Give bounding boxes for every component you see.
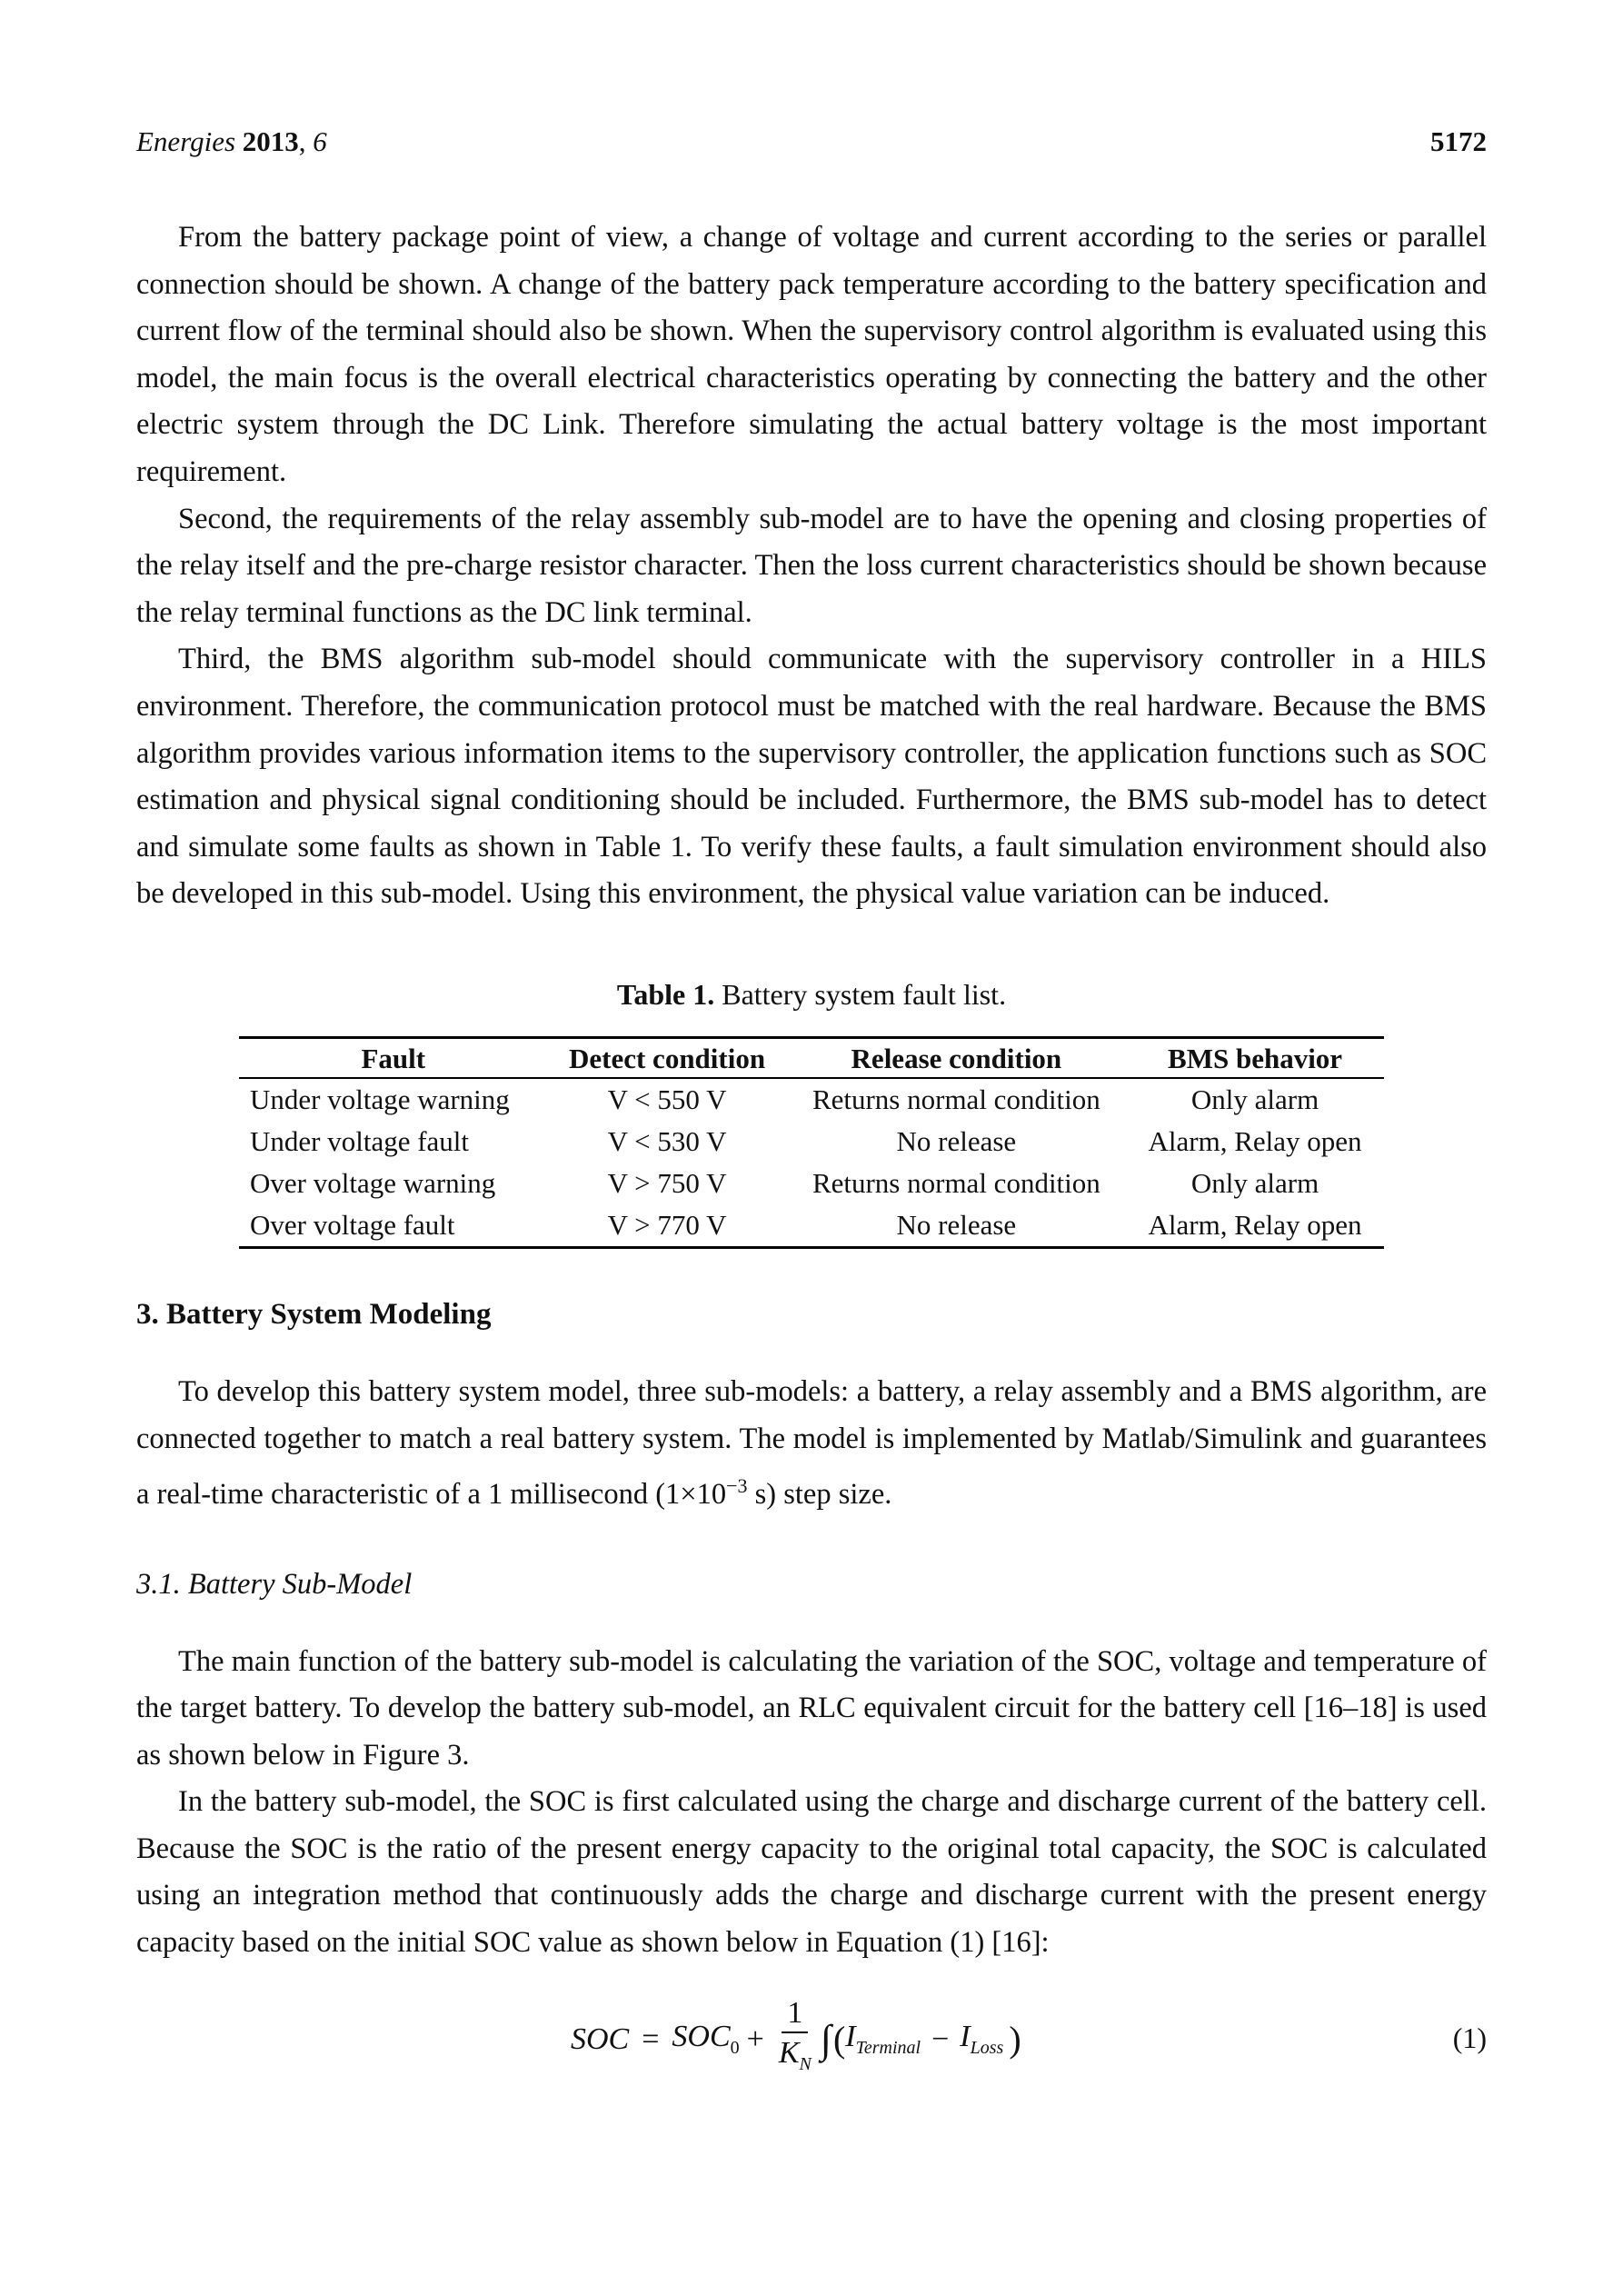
table-row xyxy=(239,1204,1384,1248)
table-header-cell: Fault xyxy=(239,1037,548,1078)
table-cell: V < 530 V xyxy=(607,1124,727,1157)
table-cell: Under voltage fault xyxy=(250,1124,470,1157)
table-cell: Alarm, Relay open xyxy=(1126,1204,1384,1248)
paragraph-system-model xyxy=(136,1369,1487,1519)
eq-i-loss-sub: Loss xyxy=(970,2038,1004,2059)
paragraph-bms-algorithm: Third, the BMS algorithm sub-model should communicate with the supervisory controller in a HILS environment. Therefore, the communication protocol must be matched with the real hardware. Because the BMS algorithm provides various information items to the supervisory controller, the application functions such as SOC estimation and physical signal conditioning should be included. Furthermore, the BMS sub-model has to detect and simulate some faults as shown in Table 1. To verify these faults, a fault simulation environment should also be developed in this sub-model. Using this environment, the physical value variation can be induced. xyxy=(136,643,1487,911)
eq-close-paren: ) xyxy=(1009,2019,1021,2061)
eq-i-terminal xyxy=(845,2020,921,2059)
table-cell: No release xyxy=(896,1124,1017,1157)
eq-i-loss-base: I xyxy=(960,2020,971,2054)
paragraph-relay-assembly: Second, the requirements of the relay assembly sub-model are to have the opening and closing properties of the relay itself and the pre-charge resistor character. Then the loss current characteristics should be shown because the relay terminal functions as the DC link terminal. xyxy=(136,502,1487,629)
table-cell: No release xyxy=(787,1204,1127,1248)
table-row xyxy=(239,1163,1384,1204)
eq-equals: = xyxy=(642,2021,660,2056)
fault-table xyxy=(239,1036,1384,1249)
eq-soc0 xyxy=(672,2020,739,2059)
eq-open-paren: ( xyxy=(832,2019,846,2061)
spacer xyxy=(136,1334,1487,1369)
equation-1 xyxy=(136,1985,1487,2094)
paragraph-battery-package: From the battery package point of view, a change of voltage and current according to the series or parallel connection should be shown. A change of the battery pack temperature according to the battery specification and current flow of the terminal should also be shown. When the supervisory control algorithm is evaluated using this model, the main focus is the overall electrical characteristics operating by connecting the battery and the other electric system through the DC Link. Therefore simulating the actual battery voltage is the most important requirement. xyxy=(136,221,1487,488)
journal-citation: Energies 2013, 6 xyxy=(136,125,327,157)
table-cell: V > 750 V xyxy=(607,1166,727,1199)
eq-soc0-sub: 0 xyxy=(730,2038,740,2059)
table-cell: Only alarm xyxy=(1190,1166,1319,1199)
table-cell: Only alarm xyxy=(1190,1083,1319,1115)
table-cell: Returns normal condition xyxy=(812,1083,1100,1115)
journal-name: Energies xyxy=(136,125,236,157)
paragraph-battery-submodel: The main function of the battery sub-model is calculating the variation of the SOC, voltage and temperature of the target battery. To develop the battery sub-model, an RLC equivalent circuit for the battery cell [16–18] is used as shown below in Figure 3. xyxy=(136,1644,1487,1772)
table-caption xyxy=(136,974,1487,1014)
eq-plus: + xyxy=(746,2021,764,2056)
table-cell: Under voltage warning xyxy=(250,1083,510,1115)
eq-frac-den xyxy=(779,2033,812,2084)
eq-i-terminal-sub: Terminal xyxy=(855,2038,921,2059)
table-cell: Over voltage fault xyxy=(239,1204,548,1248)
table-header-row xyxy=(239,1037,1384,1078)
paragraph-system-model-text: To develop this battery system model, three sub-models: a battery, a relay assembly and a BMS algorithm, are connected together to match a real battery system. The model is implemented by Matlab/Simulink and guarantees a real-time characteristic of a 1 millisecond (1×10 xyxy=(136,1374,1487,1511)
eq-lhs: SOC xyxy=(571,2021,630,2056)
table-row xyxy=(239,1121,1384,1163)
table-header-cell: Release condition xyxy=(787,1037,1127,1078)
eq-minus: − xyxy=(931,2021,950,2056)
eq-fraction xyxy=(779,1995,812,2084)
page-number: 5172 xyxy=(1430,125,1487,157)
exponent: −3 xyxy=(726,1474,748,1498)
spacer xyxy=(136,1604,1487,1639)
eq-i-loss xyxy=(960,2020,1003,2059)
eq-soc0-base: SOC xyxy=(672,2020,731,2054)
eq-frac-num: 1 xyxy=(782,1995,808,2033)
subsection-heading: 3.1. Battery Sub-Model xyxy=(136,1567,413,1601)
table-caption-text: Battery system fault list. xyxy=(714,977,1007,1011)
table-cell: Alarm, Relay open xyxy=(1148,1124,1362,1157)
table-cell: Returns normal condition xyxy=(812,1166,1100,1199)
table-row xyxy=(239,1078,1384,1121)
table-cell: V > 770 V xyxy=(548,1204,787,1248)
table-header-cell: Detect condition xyxy=(548,1037,787,1078)
eq-frac-den-sub: N xyxy=(799,2053,812,2074)
paragraph-soc-calculation: In the battery sub-model, the SOC is first calculated using the charge and discharge current of the battery cell. Because the SOC is the ratio of the present energy capacity to the original total capacity, the SOC is calculated using an integration method that continuously adds the charge and discharge current with the present energy capacity based on the initial SOC value as shown below in Equation (1) [16]: xyxy=(136,1785,1487,1960)
eq-frac-den-base: K xyxy=(778,2035,800,2070)
equation-number: (1) xyxy=(1452,2021,1487,2054)
table-cell: V < 550 V xyxy=(607,1083,727,1115)
eq-i-terminal-base: I xyxy=(845,2020,856,2054)
main-content xyxy=(136,215,1487,2094)
table-header-cell: BMS behavior xyxy=(1126,1037,1384,1078)
journal-volume: 6 xyxy=(313,125,327,157)
table-cell: Over voltage warning xyxy=(250,1166,496,1199)
paragraph-system-model-tail: s) step size. xyxy=(747,1477,892,1511)
page-header xyxy=(136,125,1487,171)
table-caption-label: Table 1. xyxy=(616,977,715,1011)
equation-body xyxy=(571,1985,1021,2094)
section-heading: 3. Battery System Modeling xyxy=(136,1297,492,1331)
journal-year: 2013 xyxy=(242,125,299,157)
eq-integral: ∫ xyxy=(820,2017,831,2062)
